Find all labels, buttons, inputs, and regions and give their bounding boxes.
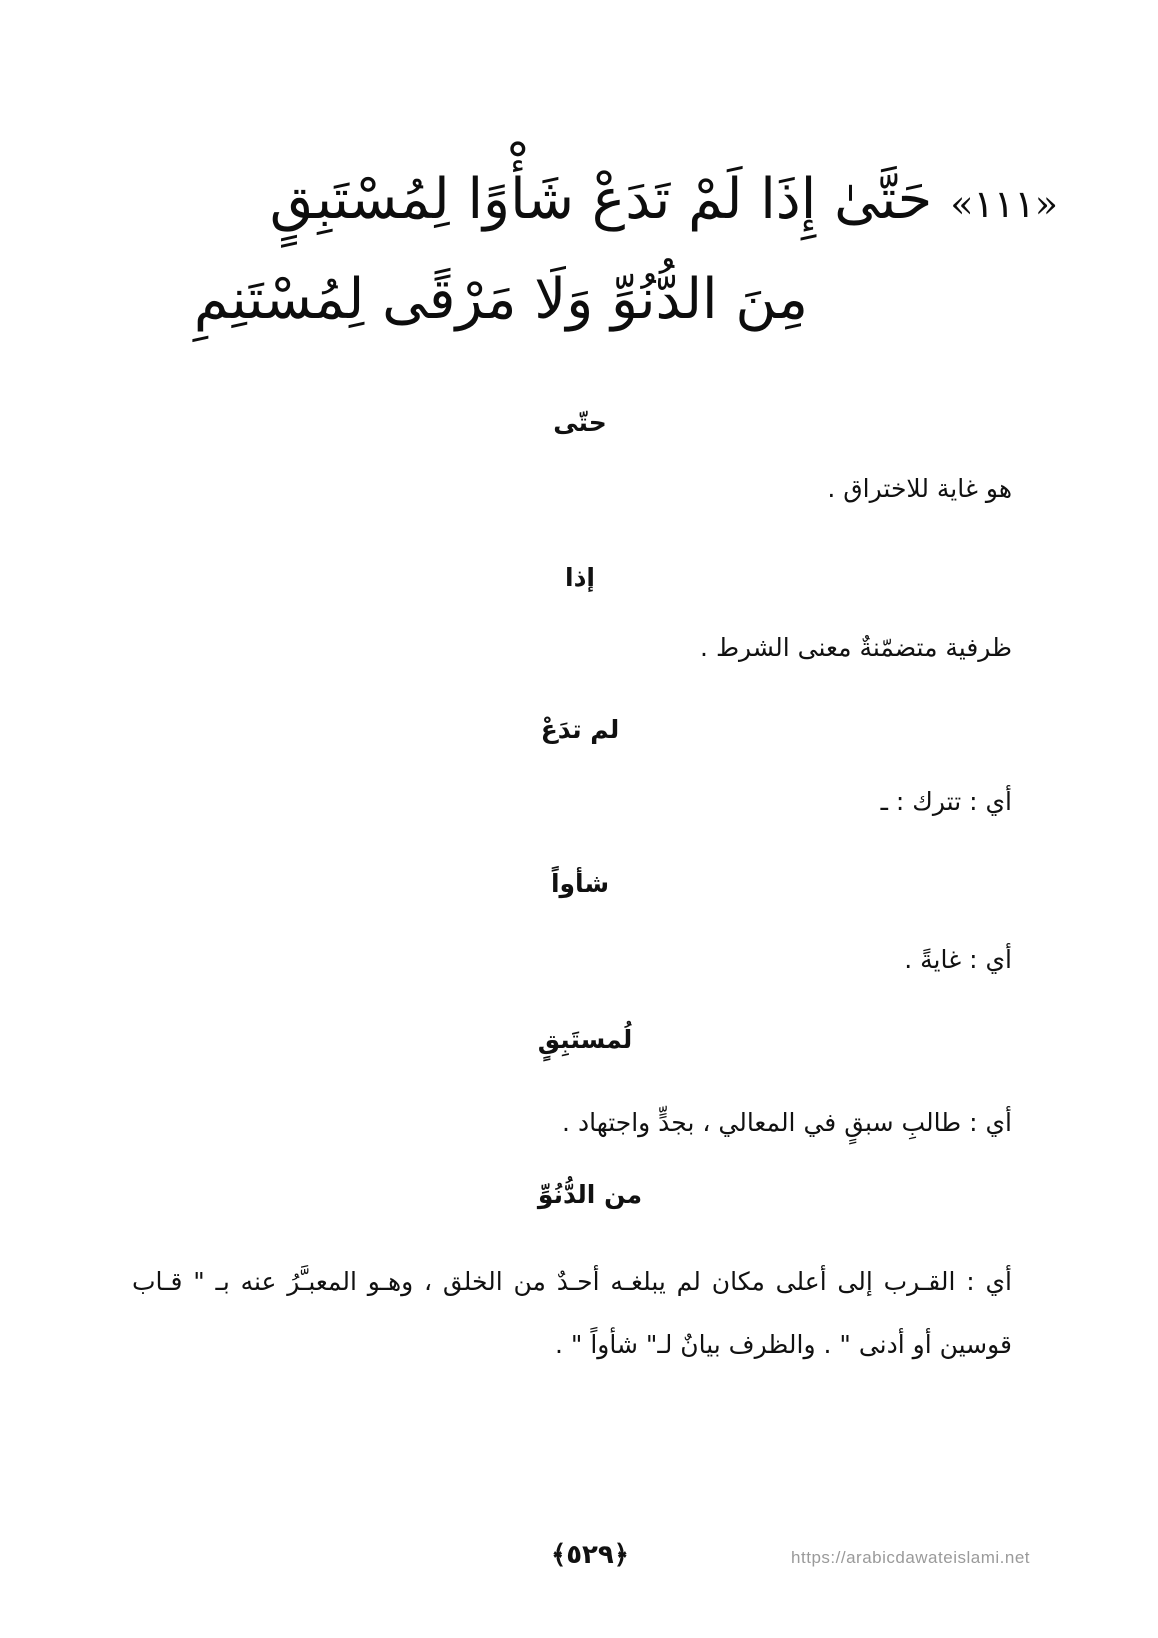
term-hatta: حتّى: [553, 408, 607, 437]
definition-min-al-dunuw: أي : القـرب إلى أعلى مكان لم يبلغـه أحـدٌ من الخلق ، وهـو المعبـَّرُ عنه بـ " قـاب قوسين أو أدنى " . والظرف بيانٌ لـ" شأواً " .: [132, 1267, 1012, 1359]
verse-number: «١١١»: [950, 181, 1058, 226]
page-number: ﴿٥٢٩﴾: [550, 1540, 630, 1570]
definition-lam-tada: أي : تترك : ـ: [880, 787, 1012, 816]
term-mustabiq: لُمستَبِقٍ: [537, 1025, 633, 1054]
watermark-url: https://arabicdawateislami.net: [791, 1548, 1030, 1567]
term-lam-tada: لم تدَعْ: [540, 715, 620, 744]
verse-line-1: [269, 167, 1058, 232]
definition-mustabiq: أي : طالبِ سبقٍ في المعالي ، بجدٍّ واجتهاد .: [562, 1108, 1012, 1137]
term-shawan: شأواً: [550, 869, 610, 898]
verse-line-2: مِنَ الدُّنُوِّ وَلَا مَرْقًى لِمُسْتَنِمِ: [193, 267, 808, 332]
definition-itha: ظرفية متضمّنةٌ معنى الشرط .: [700, 633, 1012, 662]
definition-hatta: هو غاية للاختراق .: [827, 474, 1012, 503]
definition-shawan: أي : غايةً .: [904, 945, 1012, 974]
term-itha: إذا: [565, 563, 595, 592]
term-min-al-dunuw: من الدُّنُوِّ: [537, 1180, 643, 1209]
verse-text-1: حَتَّىٰ إِذَا لَمْ تَدَعْ شَأْوًا لِمُسْتَبِقٍ: [269, 167, 933, 232]
